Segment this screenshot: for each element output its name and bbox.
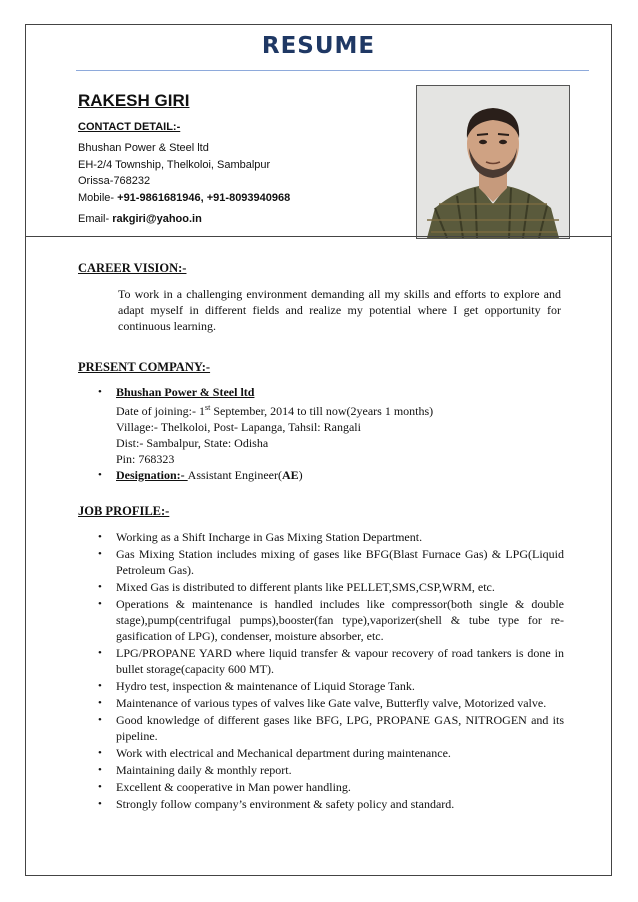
profile-photo-illustration <box>417 86 569 238</box>
job-profile-item <box>94 695 564 711</box>
job-profile-item <box>94 796 564 812</box>
bullet-icon: • <box>98 798 102 810</box>
designation-pre: Assistant Engineer( <box>187 468 282 482</box>
title-rule <box>76 70 589 71</box>
mobile-label: Mobile- <box>78 191 115 204</box>
present-company-heading: PRESENT COMPANY:- <box>78 360 211 374</box>
job-profile-item-text: Mixed Gas is distributed to different plants like PELLET,SMS,CSP,WRM, etc. <box>116 580 495 594</box>
contact-heading: CONTACT DETAIL:- <box>78 121 181 133</box>
contact-mobile <box>78 190 290 207</box>
company-district: Dist:- Sambalpur, State: Odisha <box>116 436 269 450</box>
job-profile-item-text: Working as a Shift Incharge in Gas Mixing Station Department. <box>116 530 423 544</box>
career-vision-text: To work in a challenging environment demanding all my skills and efforts to explore and adapt myself in different fields and realize my potential where I get opportunity for continuous learning. <box>118 287 561 333</box>
job-profile-item <box>94 745 564 761</box>
list-item <box>94 384 564 467</box>
company-village: Village:- Thelkoloi, Post- Lapanga, Tahsil: Rangali <box>116 420 361 434</box>
job-profile-item <box>94 779 564 795</box>
job-profile-item-text: Maintenance of various types of valves like Gate valve, Butterfly valve, Motorized valve. <box>116 696 547 710</box>
doj-superscript: st <box>204 403 211 412</box>
contact-company: Bhushan Power & Steel ltd <box>78 142 209 154</box>
bullet-icon: • <box>98 386 102 398</box>
page-title: RESUME <box>261 33 376 59</box>
job-profile-item-text: Strongly follow company’s environment & safety policy and standard. <box>116 797 455 811</box>
bullet-icon: • <box>98 781 102 793</box>
present-company-list <box>94 384 564 483</box>
job-profile-item <box>94 645 564 677</box>
bullet-icon: • <box>98 531 102 543</box>
job-profile-item-text: Excellent & cooperative in Man power handling. <box>116 780 351 794</box>
email-label: Email- <box>78 213 110 225</box>
list-item <box>94 467 564 483</box>
job-profile-item-text: Work with electrical and Mechanical department during maintenance. <box>116 746 451 760</box>
designation-post: ) <box>298 468 303 482</box>
job-profile-item <box>94 529 564 545</box>
job-profile-item <box>94 712 564 744</box>
doj-prefix: Date of joining:- 1 <box>116 404 205 418</box>
job-profile-heading: JOB PROFILE:- <box>78 504 170 518</box>
job-profile-item <box>94 596 564 644</box>
job-profile-item <box>94 579 564 595</box>
job-profile-item <box>94 546 564 578</box>
job-profile-item <box>94 678 564 694</box>
candidate-name: RAKESH GIRI <box>78 91 190 110</box>
header-divider <box>26 236 611 237</box>
email-value: rakgiri@yahoo.in <box>112 213 202 225</box>
designation-label: Designation:- <box>116 468 188 482</box>
career-vision-heading: CAREER VISION:- <box>78 261 187 275</box>
contact-address-line-1: EH-2/4 Township, Thelkoloi, Sambalpur <box>78 158 271 171</box>
bullet-icon: • <box>98 714 102 726</box>
bullet-icon: • <box>98 548 102 560</box>
contact-address-line-2: Orissa-768232 <box>78 175 151 187</box>
doj-suffix: September, 2014 to till now(2years 1 months) <box>210 404 434 418</box>
contact-block <box>78 140 290 206</box>
job-profile-item-text: Operations & maintenance is handled includes like compressor(both single & double stage),pump(centrifugal pumps),booster(fan type),vaporizer(shell & tube type for re-gasification of LPG), condenser, moisture absorber, etc. <box>116 597 564 643</box>
bullet-icon: • <box>98 747 102 759</box>
job-profile-item-text: Maintaining daily & monthly report. <box>116 763 292 777</box>
job-profile-list <box>94 529 564 813</box>
mobile-value: +91-9861681946, +91-8093940968 <box>117 191 291 204</box>
job-profile-item-text: Good knowledge of different gases like BFG, LPG, PROPANE GAS, NITROGEN and its pipeline. <box>116 713 564 743</box>
bullet-icon: • <box>98 598 102 610</box>
bullet-icon: • <box>98 764 102 776</box>
job-profile-item-text: LPG/PROPANE YARD where liquid transfer & vapour recovery of road tankers is done in bullet storage(capacity 600 MT). <box>116 646 564 676</box>
date-of-joining <box>116 400 564 419</box>
bullet-icon: • <box>98 469 102 481</box>
job-profile-item-text: Gas Mixing Station includes mixing of gases like BFG(Blast Furnace Gas) & LPG(Liquid Petroleum Gas). <box>116 547 564 577</box>
bullet-icon: • <box>98 581 102 593</box>
bullet-icon: • <box>98 647 102 659</box>
bullet-icon: • <box>98 680 102 692</box>
contact-email <box>78 211 202 228</box>
bullet-icon: • <box>98 697 102 709</box>
company-name: Bhushan Power & Steel ltd <box>116 385 255 399</box>
profile-photo <box>416 85 570 239</box>
resume-page <box>25 24 612 876</box>
company-pin: Pin: 768323 <box>116 452 175 466</box>
job-profile-item-text: Hydro test, inspection & maintenance of Liquid Storage Tank. <box>116 679 415 693</box>
designation-abbrev: AE <box>281 468 299 482</box>
job-profile-item <box>94 762 564 778</box>
